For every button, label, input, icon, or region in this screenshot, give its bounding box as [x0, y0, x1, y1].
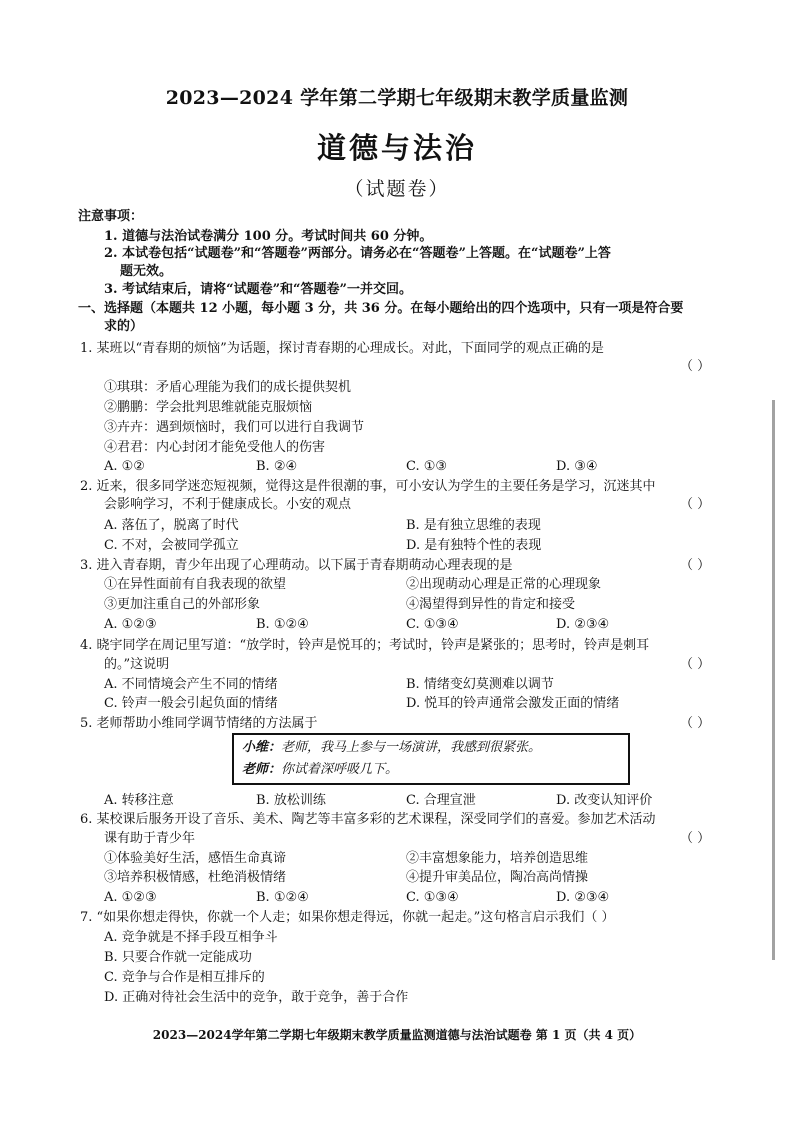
question-5-option-b: B. 放松训练 [256, 793, 326, 808]
question-3-option-b: B. ①②④ [256, 617, 309, 632]
question-1-statement-4: ④君君：内心封闭才能免受他人的伤害 [104, 440, 326, 455]
question-2-option-c: C. 不对，会被同学孤立 [104, 538, 239, 553]
question-5-option-a: A. 转移注意 [104, 793, 174, 808]
question-6-statement-1: ①体验美好生活，感悟生命真谛 [104, 851, 287, 866]
question-6-statement-2: ②丰富想象能力，培养创造思维 [406, 851, 589, 866]
question-1-option-d: D. ③④ [556, 459, 598, 474]
dialog-text-teacher: 你试着深呼吸几下。 [281, 762, 399, 777]
question-3-stem: 3. 进入青春期，青少年出现了心理萌动。以下属于青春期萌动心理表现的是 [80, 558, 513, 573]
question-6-option-c: C. ①③④ [406, 890, 459, 905]
dialog-line-student [242, 738, 541, 758]
exam-title: 2023—2024 学年第二学期七年级期末教学质量监测 [165, 87, 629, 109]
notice-item-1: 1. 道德与法治试卷满分 100 分。考试时间共 60 分钟。 [104, 229, 433, 244]
question-4-option-d: D. 悦耳的铃声通常会激发正面的情绪 [406, 696, 620, 711]
page-footer: 2023—2024学年第二学期七年级期末教学质量监测道德与法治试题卷 第 1 页（共 4 页） [152, 1028, 642, 1042]
question-1-statement-1: ①琪琪：矛盾心理能为我们的成长提供契机 [104, 380, 352, 395]
question-3-option-c: C. ①③④ [406, 617, 459, 632]
question-5-option-d: D. 改变认知评价 [556, 793, 653, 808]
notice-item-2-cont: 题无效。 [120, 264, 173, 279]
question-6-stem: 6. 某校课后服务开设了音乐、美术、陶艺等丰富多彩的艺术课程，深受同学们的喜爱。参加艺术活动 [80, 812, 656, 827]
dialog-speaker-student: 小维： [242, 740, 282, 755]
question-4-stem: 4. 晓宇同学在周记里写道：“放学时，铃声是悦耳的；考试时，铃声是紧张的；思考时，铃声是刺耳 [80, 638, 650, 653]
question-1-option-a: A. ①② [104, 459, 145, 474]
question-5-option-c: C. 合理宣泄 [406, 793, 476, 808]
question-3-statement-2: ②出现萌动心理是正常的心理现象 [406, 577, 602, 592]
question-7-option-a: A. 竞争就是不择手段互相争斗 [104, 930, 278, 945]
question-2-option-a: A. 落伍了，脱离了时代 [104, 518, 239, 533]
question-4-answer-blank: （ ） [680, 657, 711, 672]
question-4-option-b: B. 情绪变幻莫测难以调节 [406, 677, 554, 692]
question-2-option-d: D. 是有独特个性的表现 [406, 538, 542, 553]
question-6-stem-cont: 课有助于青少年 [104, 831, 196, 846]
question-7-option-c: C. 竞争与合作是相互排斥的 [104, 970, 265, 985]
notice-item-3: 3. 考试结束后，请将“试题卷”和“答题卷”一并交回。 [104, 282, 413, 297]
dialog-line-teacher [242, 760, 398, 780]
question-5-stem: 5. 老师帮助小维同学调节情绪的方法属于 [80, 716, 318, 731]
question-3-statement-4: ④渴望得到异性的肯定和接受 [406, 597, 576, 612]
subject-title: 道德与法治 [316, 131, 477, 165]
question-3-option-a: A. ①②③ [104, 617, 157, 632]
question-1-option-c: C. ①③ [406, 459, 448, 474]
question-6-option-a: A. ①②③ [104, 890, 157, 905]
question-7-option-b: B. 只要合作就一定能成功 [104, 950, 252, 965]
question-1-statement-3: ③卉卉：遇到烦恼时，我们可以进行自我调节 [104, 420, 365, 435]
question-4-option-a: A. 不同情境会产生不同的情绪 [104, 677, 278, 692]
question-1-statement-2: ②鹏鹏：学会批判思维就能克服烦恼 [104, 400, 313, 415]
question-2-stem: 2. 近来，很多同学迷恋短视频，觉得这是件很潮的事，可小安认为学生的主要任务是学习，沉迷其中 [80, 479, 656, 494]
question-7-stem: 7. “如果你想走得快，你就一个人走；如果你想走得远，你就一起走。”这句格言启示我们（ ） [80, 910, 615, 925]
scan-edge-line [772, 400, 775, 960]
question-6-option-d: D. ②③④ [556, 890, 610, 905]
question-1-answer-blank: （ ） [680, 359, 711, 374]
question-4-option-c: C. 铃声一般会引起负面的情绪 [104, 696, 278, 711]
question-1-option-b: B. ②④ [256, 459, 298, 474]
paper-subtitle: （试题卷） [344, 178, 450, 200]
question-6-answer-blank: （ ） [680, 831, 711, 846]
question-6-statement-3: ③培养积极情感，杜绝消极情绪 [104, 870, 287, 885]
question-5-dialog-box [232, 733, 630, 785]
question-6-option-b: B. ①②④ [256, 890, 309, 905]
question-4-stem-cont: 的。”这说明 [104, 657, 170, 672]
question-3-statement-1: ①在异性面前有自我表现的欲望 [104, 577, 287, 592]
dialog-speaker-teacher: 老师： [242, 762, 282, 777]
question-2-answer-blank: （ ） [680, 497, 711, 512]
section-heading: 一、选择题（本题共 12 小题，每小题 3 分，共 36 分。在每小题给出的四个选项中，只有一项是符合要 [78, 301, 684, 316]
question-5-answer-blank: （ ） [680, 716, 711, 731]
question-2-stem-cont: 会影响学习，不利于健康成长。小安的观点 [104, 497, 352, 512]
question-7-option-d: D. 正确对待社会生活中的竞争，敢于竞争，善于合作 [104, 990, 409, 1005]
notice-heading: 注意事项： [78, 209, 144, 224]
question-2-option-b: B. 是有独立思维的表现 [406, 518, 541, 533]
dialog-text-student: 老师，我马上参与一场演讲，我感到很紧张。 [281, 740, 542, 755]
question-3-statement-3: ③更加注重自己的外部形象 [104, 597, 261, 612]
question-3-answer-blank: （ ） [680, 558, 711, 573]
question-3-option-d: D. ②③④ [556, 617, 610, 632]
question-6-statement-4: ④提升审美品位，陶冶高尚情操 [406, 870, 589, 885]
section-heading-cont: 求的） [104, 319, 144, 334]
notice-item-2: 2. 本试卷包括“试题卷”和“答题卷”两部分。请务必在“答题卷”上答题。在“试题卷”上答 [104, 246, 611, 261]
question-1-stem: 1. 某班以“青春期的烦恼”为话题，探讨青春期的心理成长。对此，下面同学的观点正确的是 [80, 341, 604, 356]
